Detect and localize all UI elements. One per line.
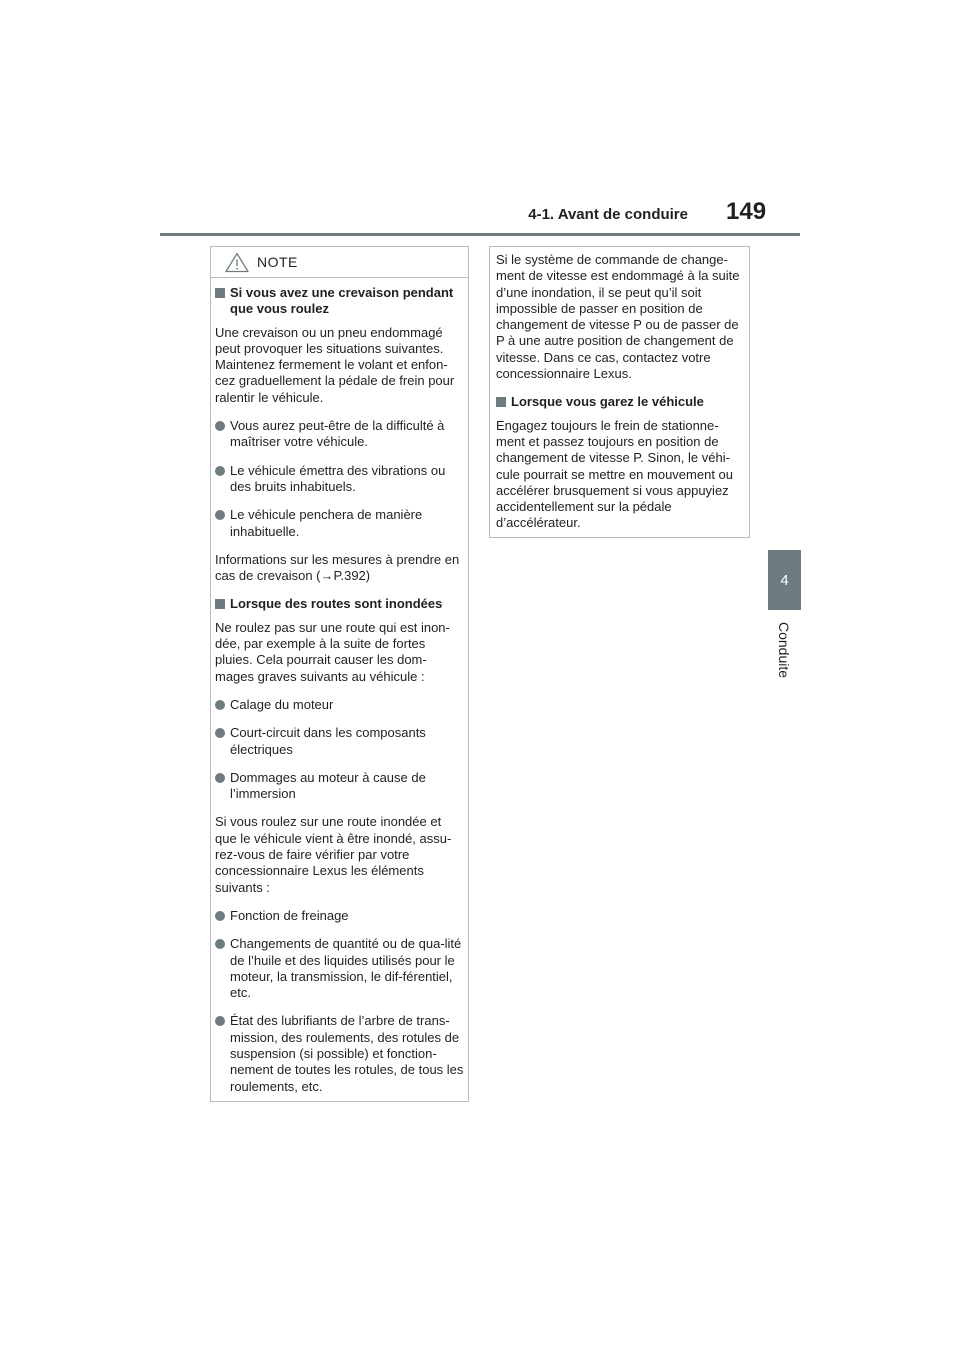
paragraph: Si vous roulez sur une route inondée et que le véhicule vient à être inondé, assu-rez-vous de faire vérifier par votre concessionnaire Lexus les éléments suivants : xyxy=(215,814,452,895)
round-bullet-icon xyxy=(215,728,225,738)
list-item: Le véhicule émettra des vibrations ou des bruits inhabituels. xyxy=(215,463,464,496)
paragraph: Ne roulez pas sur une route qui est inon-dée, par exemple à la suite de fortes pluies. Cela pourrait causer les dom-mages graves suivants au véhicule : xyxy=(215,619,450,684)
continuation-content xyxy=(490,247,749,532)
paragraph: Une crevaison ou un pneu endommagé peut provoquer les situations suivantes. Maintenez fermement le volant et enfon-cez graduellement la pédale de frein pour ralentir le véhicule. xyxy=(215,324,455,405)
list-item: État des lubrifiants de l’arbre de trans-mission, des roulements, des rotules de suspension (si possible) et fonction-nement de toutes les rotules, de tous les roulements, etc. xyxy=(215,1013,464,1094)
square-bullet-icon xyxy=(215,599,225,609)
page-number: 149 xyxy=(726,198,767,225)
note-header xyxy=(211,247,468,278)
note-content xyxy=(211,278,468,1095)
list-item: Court-circuit dans les composants électriques xyxy=(215,725,464,758)
section-title: 4-1. Avant de conduire xyxy=(528,206,688,223)
header-divider xyxy=(160,233,800,236)
heading-flat-tire: Si vous avez une crevaison pendant que vous roulez xyxy=(215,285,464,318)
list-item: Calage du moteur xyxy=(215,697,464,713)
round-bullet-icon xyxy=(215,466,225,476)
list-item: Vous aurez peut-être de la difficulté à maîtriser votre véhicule. xyxy=(215,418,464,451)
round-bullet-icon xyxy=(215,510,225,520)
list-item: Le véhicule penchera de manière inhabituelle. xyxy=(215,507,464,540)
list-item: Dommages au moteur à cause de l’immersion xyxy=(215,770,464,803)
paragraph: Engagez toujours le frein de stationne-ment et passez toujours en position de changement de vitesse P. Sinon, le véhi-cule pourrait se mettre en mouvement ou accélérer brusquement si vous appuyiez accidentellement sur la pédale d’accélérateur. xyxy=(496,417,734,531)
round-bullet-icon xyxy=(215,773,225,783)
square-bullet-icon xyxy=(496,397,506,407)
heading-flooded-roads: Lorsque des routes sont inondées xyxy=(215,596,464,612)
list-item: Changements de quantité ou de qua-lité de l’huile et des liquides utilisés pour le moteur, la transmission, le dif-férentiel, etc. xyxy=(215,936,464,1001)
paragraph: Si le système de commande de change-ment de vitesse est endommagé à la suite d’une inondation, il se peut qu’il soit impossible de passer en position de changement de vitesse P ou de passer de P à une autre position de changement de vitesse. Dans ce cas, contactez votre concessionnaire Lexus. xyxy=(496,252,740,382)
list-item: Fonction de freinage xyxy=(215,908,464,924)
round-bullet-icon xyxy=(215,421,225,431)
warning-triangle-icon xyxy=(225,252,249,273)
heading-parking: Lorsque vous garez le véhicule xyxy=(496,394,745,410)
chapter-tab-label xyxy=(768,620,801,680)
note-title: NOTE xyxy=(257,254,298,270)
paragraph-reference: Informations sur les mesures à prendre en cas de crevaison (→P.392) xyxy=(215,551,460,584)
square-bullet-icon xyxy=(215,288,225,298)
chapter-tab-number[interactable]: 4 xyxy=(768,550,801,610)
note-continuation-box xyxy=(489,246,750,538)
round-bullet-icon xyxy=(215,911,225,921)
round-bullet-icon xyxy=(215,939,225,949)
note-box xyxy=(210,246,469,1102)
chapter-label-text: Conduite xyxy=(776,621,793,679)
round-bullet-icon xyxy=(215,700,225,710)
round-bullet-icon xyxy=(215,1016,225,1026)
